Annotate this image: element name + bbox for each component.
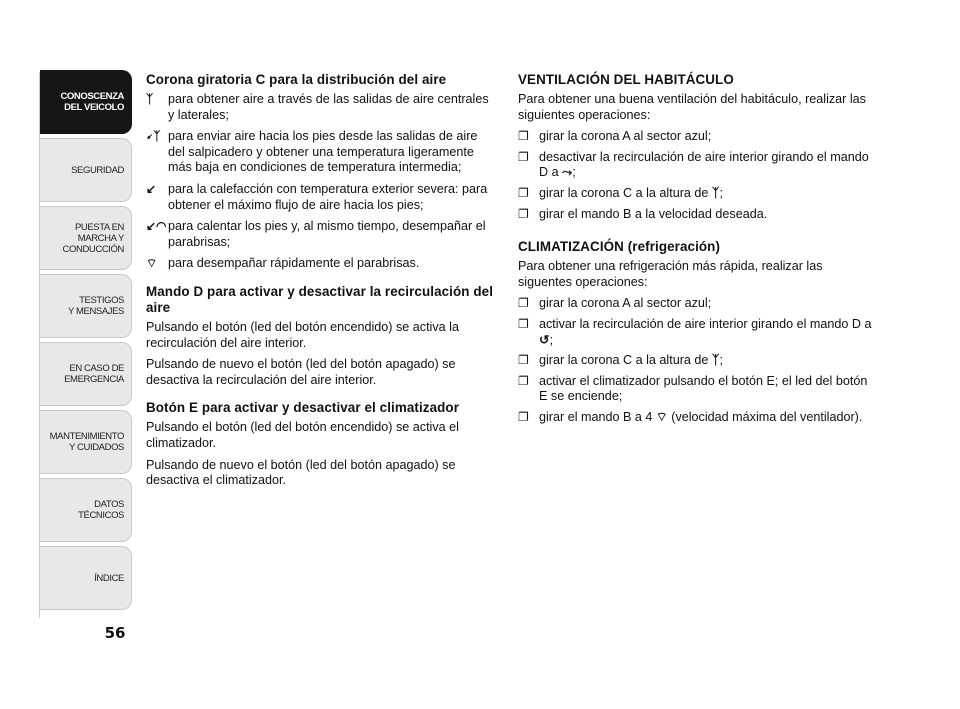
list-item-text: girar la corona A al sector azul; (539, 129, 712, 144)
tab-seguridad[interactable]: SEGURIDAD (40, 138, 132, 202)
checkbox-bullet-icon: ❐ (518, 353, 529, 368)
corona-heading: Corona giratoria C para la distribución del aire (146, 72, 447, 87)
tab-indice[interactable]: ÍNDICE (40, 546, 132, 610)
tab-emergencia[interactable]: EN CASO DE EMERGENCIA (40, 342, 132, 406)
list-item (518, 296, 878, 312)
list-item (146, 92, 496, 123)
mando-d-paragraph-1: Pulsando el botón (led del botón encendido) se activa la recirculación del aire interior. (146, 319, 459, 350)
list-item-text: para calentar los pies y, al mismo tiempo, desempañar el parabrisas; (168, 219, 486, 249)
list-item-text (539, 317, 878, 348)
list-item-text: para desempañar rápidamente el parabrisas. (168, 256, 420, 271)
list-item-text: girar la corona A al sector azul; (539, 296, 712, 311)
list-item-text-part: girar la corona C a la altura de (539, 185, 709, 200)
face-vent-icon: ᛉ (146, 92, 154, 106)
list-item (146, 182, 496, 213)
windscreen-defrost-icon: ⌔ (146, 256, 158, 271)
climatizacion-intro: Para obtener una refrigeración más rápida, realizar las siguentes operaciones: (518, 259, 823, 289)
list-item (146, 256, 496, 272)
list-item (518, 410, 878, 426)
checkbox-bullet-icon: ❐ (518, 373, 529, 388)
list-item-text-part: ; (572, 165, 576, 180)
list-item (146, 129, 496, 176)
tab-datos-tecnicos[interactable]: DATOS TÉCNICOS (40, 478, 132, 542)
list-item-text: para enviar aire hacia los pies desde las salidas de aire del salpicadero y obtener una temperatura ligeramente más baja en condiciones de temperatura intermedia; (168, 129, 478, 175)
climatizacion-heading: CLIMATIZACIÓN (refrigeración) (518, 239, 721, 255)
list-item (518, 317, 878, 348)
feet-vent-icon: ↙ (146, 181, 157, 196)
checkbox-bullet-icon: ❐ (518, 296, 529, 311)
list-item-text-part: desactivar la recirculación de aire interior girando el mando D a (539, 149, 869, 180)
windscreen-defrost-icon: ⌔ (655, 409, 668, 424)
list-item-text-part: girar el mando B a 4 (539, 409, 653, 424)
boton-e-paragraph-2: Pulsando de nuevo el botón (led del botón apagado) se desactiva el climatizador. (146, 457, 456, 488)
list-item-text: girar el mando B a la velocidad deseada. (539, 206, 768, 221)
boton-e-heading: Botón E para activar y desactivar el climatizador (146, 400, 460, 416)
list-item-text (539, 353, 878, 369)
feet-windscreen-icon: ↙◠ (146, 219, 167, 234)
tab-puesta-en-marcha[interactable]: PUESTA EN MARCHA Y CONDUCCIÓN (40, 206, 132, 270)
face-feet-vent-icon: ↙ᛉ (146, 129, 161, 144)
recirculation-icon: ↺ (539, 332, 550, 347)
list-item (518, 353, 878, 369)
left-column (146, 72, 496, 495)
list-item-text-part: girar la corona C a la altura de (539, 353, 709, 368)
checkbox-bullet-icon: ❐ (518, 206, 529, 221)
checkbox-bullet-icon: ❐ (518, 409, 529, 424)
list-item-text (539, 410, 878, 426)
list-item-text: para la calefacción con temperatura exterior severa: para obtener el máximo flujo de aire hacia los pies; (168, 181, 488, 212)
list-item (518, 129, 878, 145)
tab-conoscenza-del-veicolo[interactable]: CONOSCENZA DEL VEICOLO (40, 70, 132, 134)
boton-e-paragraph-1: Pulsando el botón (led del botón encendido) se activa el climatizador. (146, 420, 459, 450)
list-item-text-part: ; (719, 185, 723, 200)
list-item-text-part: activar la recirculación de aire interior girando el mando D a (539, 316, 872, 331)
fresh-air-icon: ⤳ (562, 165, 573, 180)
list-item-text-part: ; (719, 353, 723, 368)
tab-testigos[interactable]: TESTIGOS Y MENSAJES (40, 274, 132, 338)
tab-mantenimiento[interactable]: MANTENIMIENTO Y CUIDADOS (40, 410, 132, 474)
right-column (518, 72, 878, 431)
list-item (518, 207, 878, 223)
list-item-text: activar el climatizador pulsando el botón E; el led del botón E se enciende; (539, 373, 868, 404)
checkbox-bullet-icon: ❐ (518, 129, 529, 144)
list-item (146, 219, 496, 250)
face-vent-icon: ᛉ (711, 353, 720, 368)
mando-d-paragraph-2: Pulsando de nuevo el botón (led del botón apagado) se desactiva la recirculación del aire interior. (146, 357, 456, 387)
list-item (518, 374, 878, 405)
list-item-text-part: (velocidad máxima del ventilador). (671, 409, 863, 424)
mando-d-heading: Mando D para activar y desactivar la recirculación del aire (146, 283, 494, 315)
list-item-text (539, 150, 878, 181)
ventilacion-intro: Para obtener una buena ventilación del habitáculo, realizar las siguientes operaciones: (518, 92, 866, 122)
list-item (518, 150, 878, 181)
checkbox-bullet-icon: ❐ (518, 185, 529, 200)
checkbox-bullet-icon: ❐ (518, 316, 529, 331)
ventilacion-heading: VENTILACIÓN DEL HABITÁCULO (518, 72, 734, 87)
list-item-text-part: ; (549, 332, 554, 347)
checkbox-bullet-icon: ❐ (518, 149, 529, 164)
list-item-text: para obtener aire a través de las salidas de aire centrales y laterales; (168, 92, 489, 122)
list-item (518, 186, 878, 202)
face-vent-icon: ᛉ (711, 185, 720, 200)
list-item-text (539, 186, 878, 202)
page-number: 56 (104, 624, 126, 642)
